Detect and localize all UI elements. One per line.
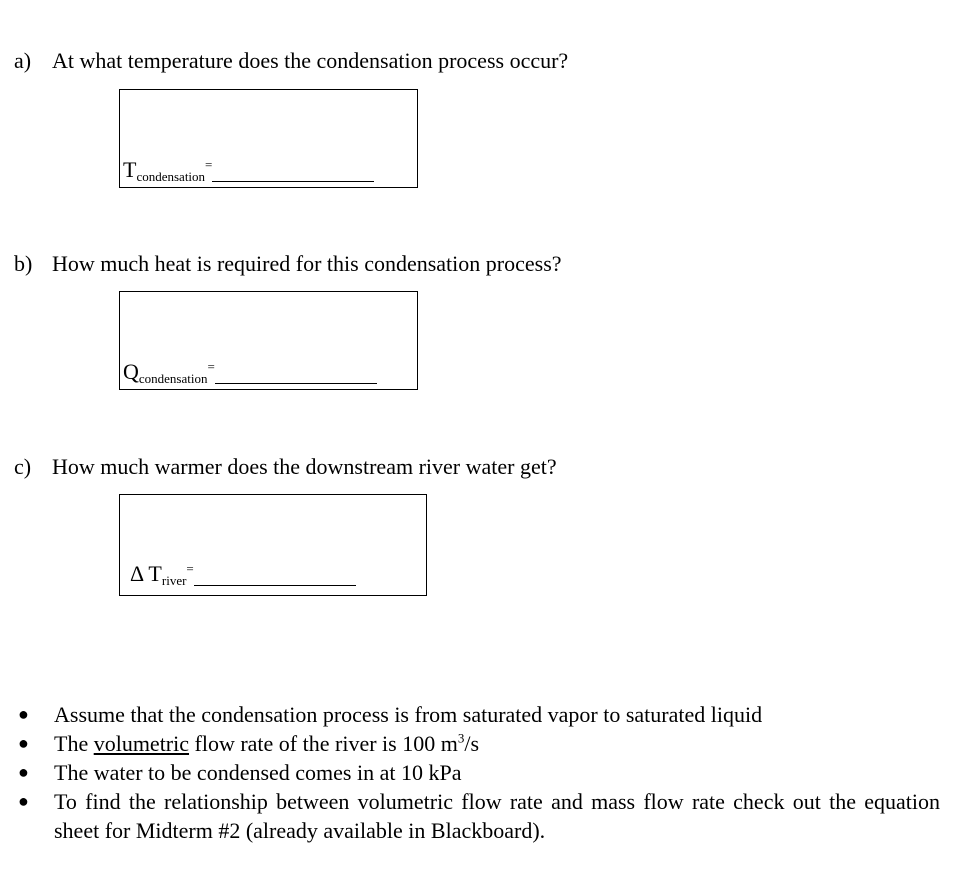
answer-box-delta-t[interactable]: [119, 494, 427, 596]
question-text: How much warmer does the downstream river water get?: [52, 454, 557, 479]
answer-blank[interactable]: [194, 584, 356, 586]
question-c: [14, 454, 557, 480]
symbol: T: [123, 157, 137, 182]
equals-sign: =: [186, 561, 194, 576]
question-b: [14, 251, 562, 277]
assumptions-list: [14, 700, 940, 845]
list-item: [14, 758, 940, 787]
subscript: condensation: [136, 169, 206, 184]
answer-box-heat[interactable]: [119, 291, 418, 390]
note-text: Assume that the condensation process is from saturated vapor to saturated liquid: [54, 702, 763, 727]
question-label: b): [14, 251, 33, 276]
list-item: [14, 787, 940, 845]
question-label: a): [14, 48, 32, 73]
note-text: [54, 729, 940, 758]
bullet-icon: ●: [18, 704, 29, 724]
list-item: [14, 700, 940, 729]
answer-blank[interactable]: [212, 180, 374, 182]
bullet-icon: ●: [18, 762, 29, 782]
equals-sign: =: [205, 157, 213, 172]
note-text-part: flow rate of the river is 100 m: [189, 731, 458, 756]
note-text: To find the relationship between volumetric flow rate and mass flow rate check out the equation sheet for Midterm #2 (already available in Blackboard).: [54, 789, 940, 843]
question-a: [14, 48, 568, 74]
symbol: Δ T: [130, 561, 162, 586]
underlined-word: volumetric: [93, 731, 190, 756]
subscript: condensation: [138, 371, 208, 386]
bullet-icon: ●: [18, 733, 29, 753]
note-text-part: The: [54, 731, 94, 756]
note-text-part: /s: [464, 731, 480, 756]
question-label: c): [14, 454, 32, 479]
answer-box-temperature[interactable]: [119, 89, 418, 188]
answer-line: [123, 359, 377, 386]
note-text: The water to be condensed comes in at 10 kPa: [54, 760, 462, 785]
answer-blank[interactable]: [215, 382, 377, 384]
question-text: At what temperature does the condensation process occur?: [52, 48, 569, 73]
question-text: How much heat is required for this condensation process?: [52, 251, 562, 276]
equals-sign: =: [207, 359, 215, 374]
superscript: 3: [457, 730, 465, 746]
answer-line: [123, 157, 374, 184]
symbol: Q: [123, 359, 139, 384]
bullet-icon: ●: [18, 791, 29, 811]
subscript: river: [161, 573, 187, 588]
answer-line: [130, 561, 356, 588]
list-item: [14, 729, 940, 758]
